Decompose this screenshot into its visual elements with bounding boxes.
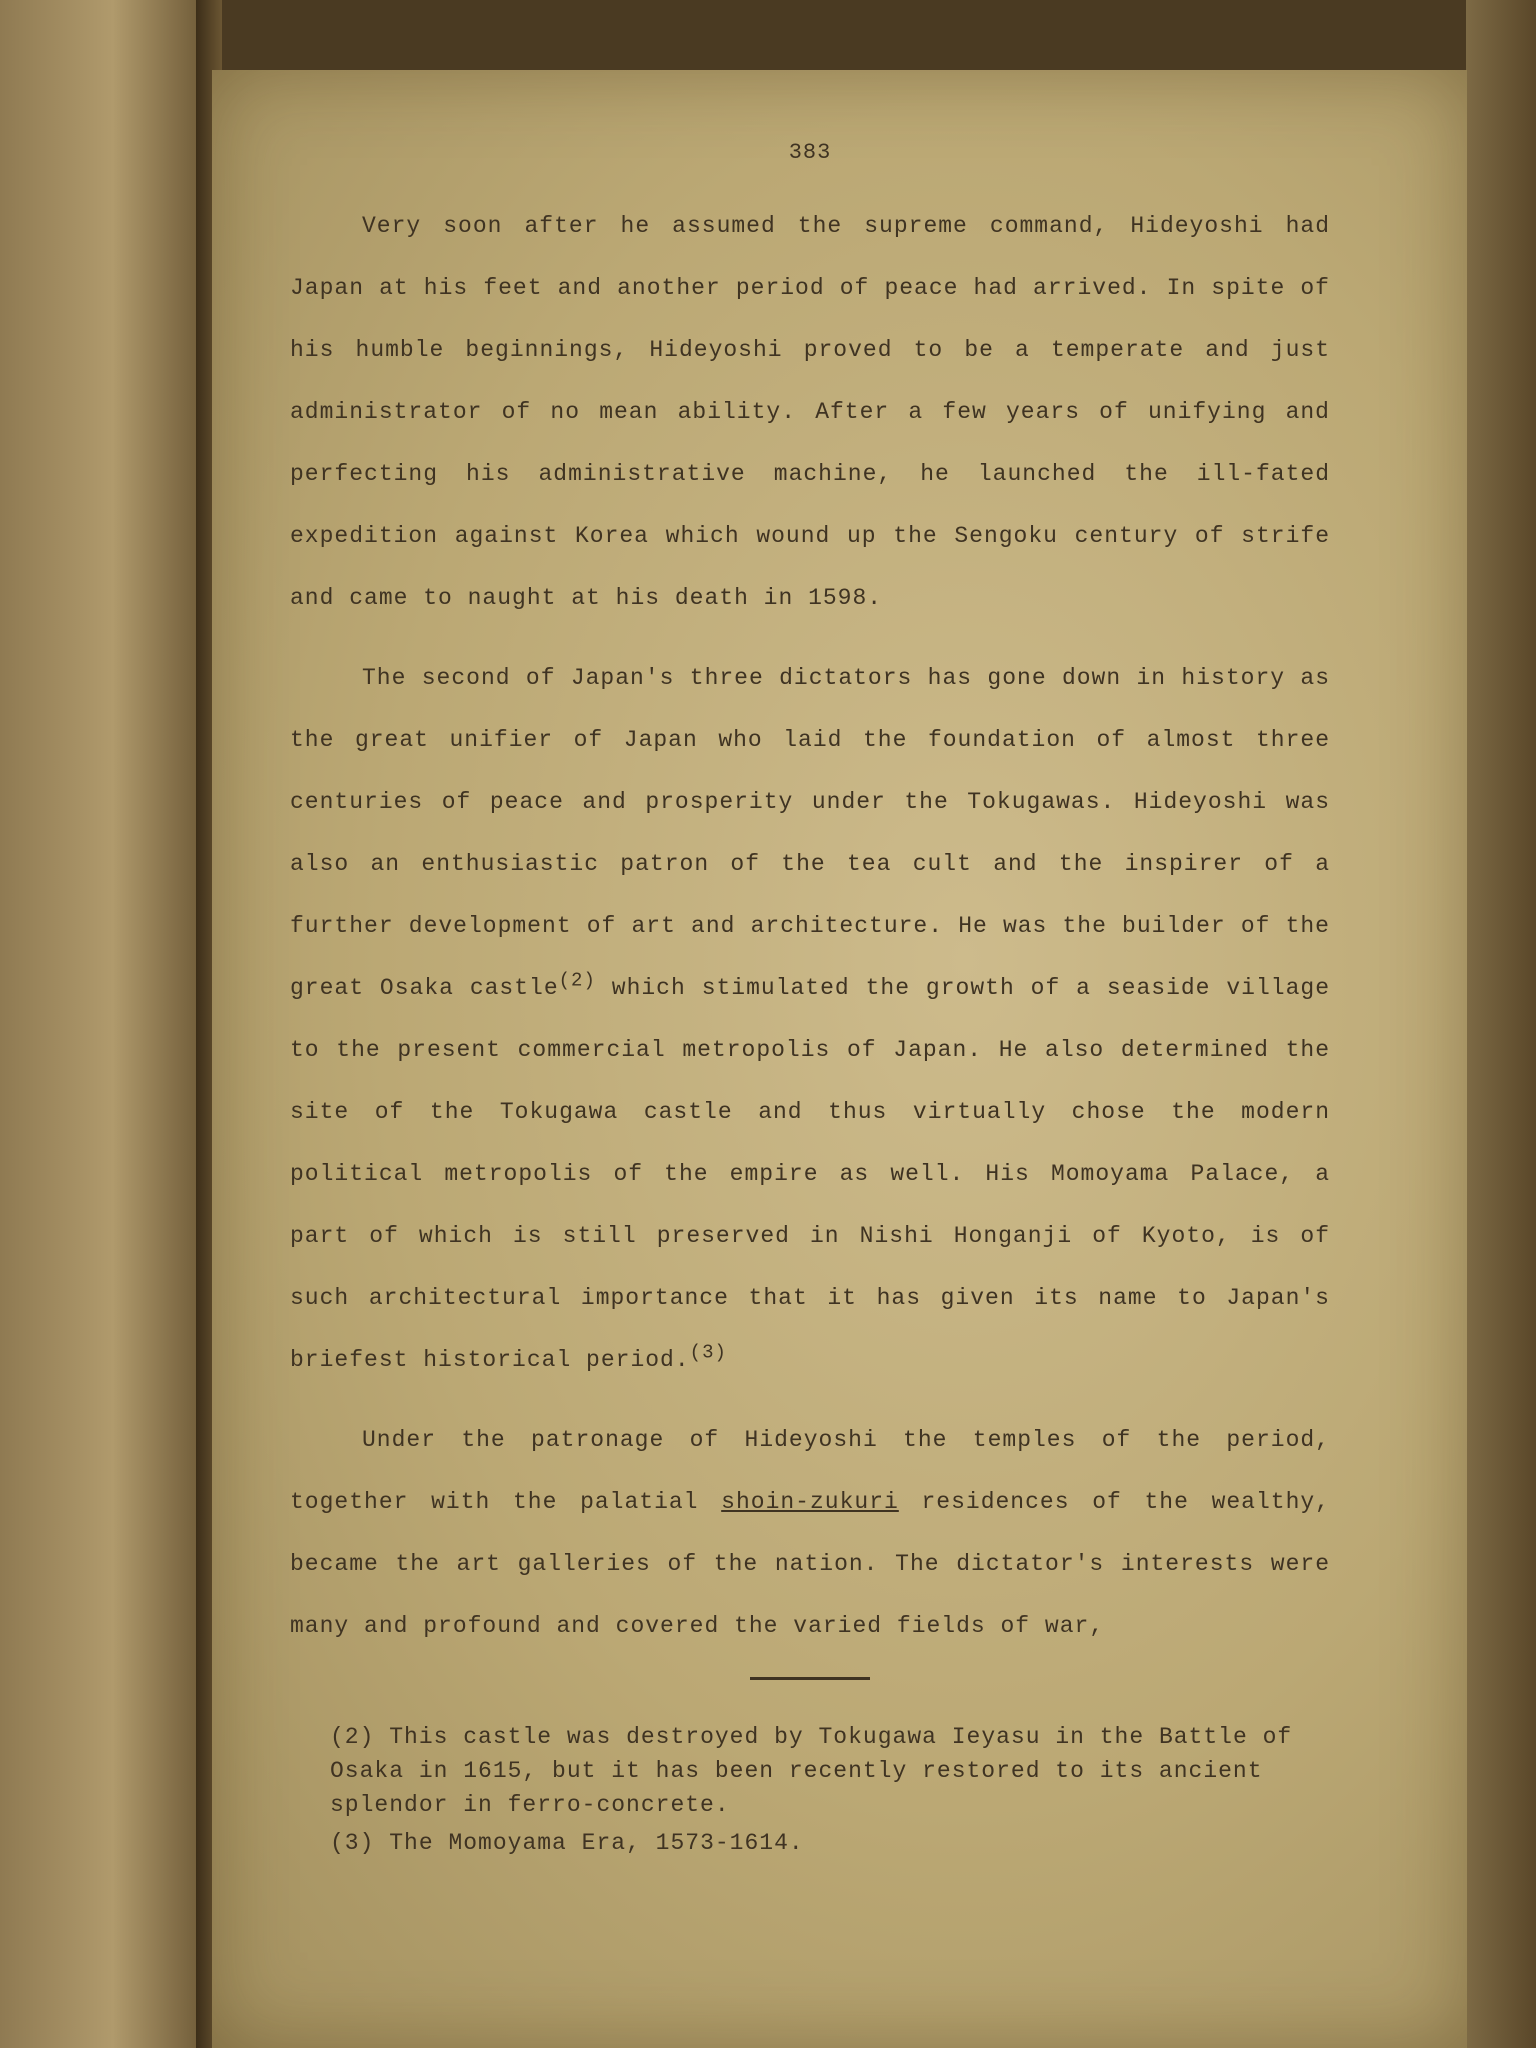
footnote-divider [750, 1677, 870, 1680]
footnote-ref-3: (3) [689, 1341, 727, 1364]
paragraph-1: Very soon after he assumed the supreme command, Hideyoshi had Japan at his feet and another period of peace had arrived. In spite of his humble beginnings, Hideyoshi proved to be a temperate and just administrator of no mean ability. After a few years of unifying and perfecting his administrative machine, he launched the ill-fated expedition against Korea which wound up the Sengoku century of strife and came to naught at his death in 1598. [290, 213, 1330, 611]
right-page-edge [1466, 0, 1536, 2048]
footnote-2-marker: (2) [330, 1724, 375, 1750]
paragraph-3-part-1: Under the patronage of Hideyoshi the temples of the period, together with the palatial [290, 1427, 1330, 1515]
paragraph-2 [290, 647, 1330, 1391]
footnote-3-marker: (3) [330, 1830, 375, 1856]
footnote-3 [290, 1826, 1330, 1860]
paragraph-3-part-2: residences of the wealthy, became the art galleries of the nation. The dictator's interests were many and profound and covered the varied fields of war, [290, 1489, 1330, 1639]
page-content [290, 140, 1330, 1864]
paragraph-2-part-1: The second of Japan's three dictators has gone down in history as the great unifier of Japan who laid the foundation of almost three centuries of peace and prosperity under the Tokugawas. Hideyoshi was also an enthusiastic patron of the tea cult and the inspirer of a further development of art and architecture. He was the builder of the great Osaka castle [290, 665, 1330, 1001]
footnote-ref-2: (2) [558, 969, 596, 992]
shoin-zukuri-term: shoin-zukuri [721, 1489, 899, 1515]
left-page-edge [0, 0, 205, 2048]
paragraph-3 [290, 1409, 1330, 1657]
footnote-3-text: The Momoyama Era, 1573-1614. [389, 1830, 804, 1856]
footnote-2 [290, 1720, 1330, 1822]
typed-page [212, 70, 1467, 2048]
page-number: 383 [788, 140, 832, 165]
paragraph-2-part-2: which stimulated the growth of a seaside village to the present commercial metropolis of Japan. He also determined the site of the Tokugawa castle and thus virtually chose the modern political metropolis of the empire as well. His Momoyama Palace, a part of which is still preserved in Nishi Honganji of Kyoto, is of such architectural importance that it has given its name to Japan's briefest historical period. [290, 975, 1330, 1373]
footnote-2-text: This castle was destroyed by Tokugawa Ieyasu in the Battle of Osaka in 1615, but it has been recently restored to its ancient splendor in ferro-concrete. [330, 1724, 1293, 1818]
